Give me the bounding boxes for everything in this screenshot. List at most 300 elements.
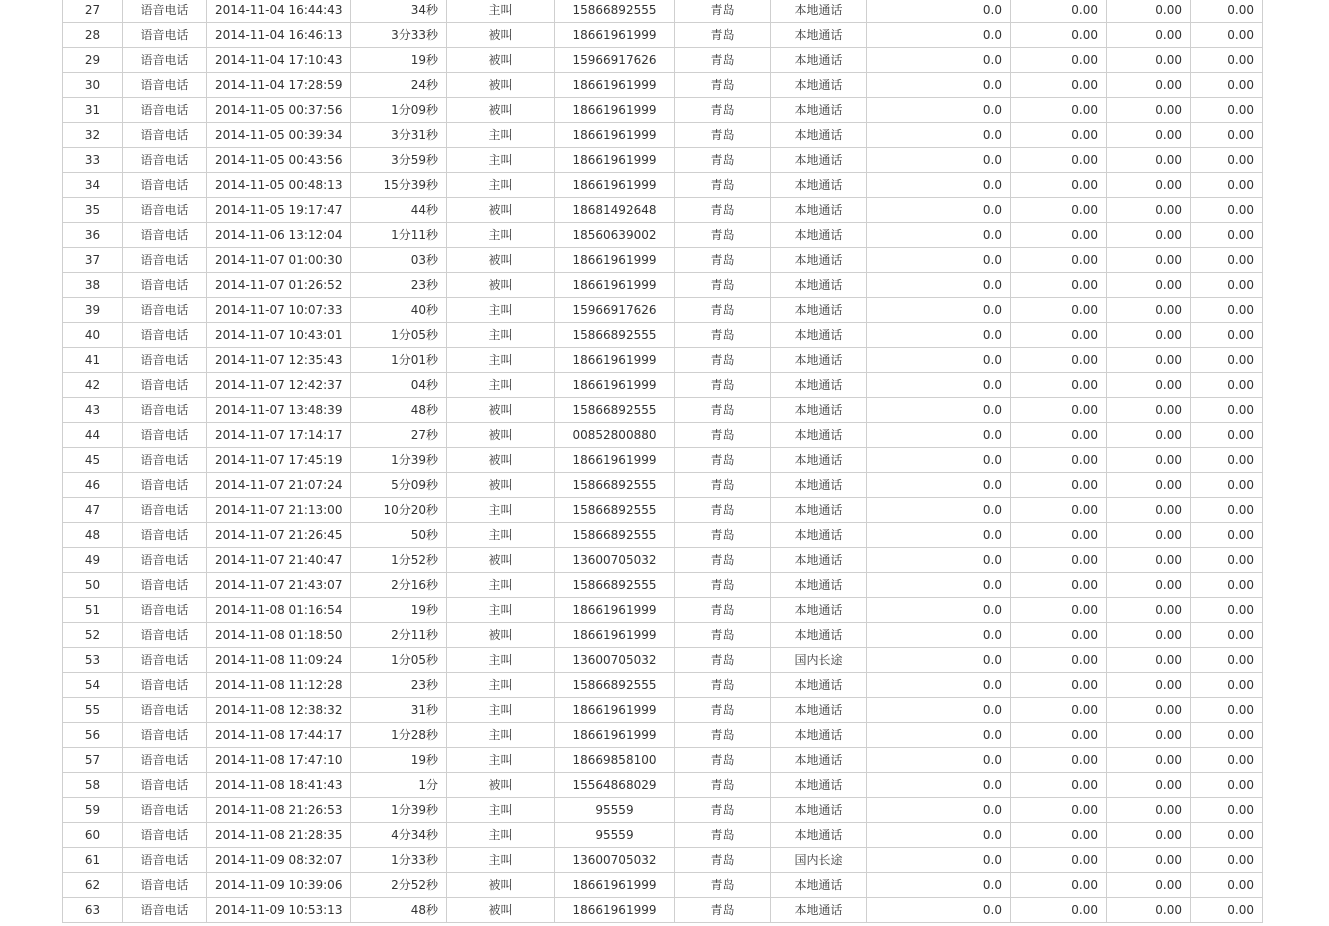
- cell-duration: 48秒: [351, 898, 447, 923]
- cell-fee-3: 0.00: [1107, 148, 1191, 173]
- cell-fee-2: 0.00: [1011, 73, 1107, 98]
- table-row: [63, 123, 1263, 148]
- cell-service-type: 语音电话: [123, 123, 207, 148]
- cell-call-type: 主叫: [447, 848, 555, 873]
- cell-index: 29: [63, 48, 123, 73]
- cell-start-time: 2014-11-08 21:26:53: [207, 798, 351, 823]
- cell-start-time: 2014-11-07 01:00:30: [207, 248, 351, 273]
- cell-index: 42: [63, 373, 123, 398]
- cell-duration: 23秒: [351, 273, 447, 298]
- cell-location: 青岛: [675, 273, 771, 298]
- cell-start-time: 2014-11-07 10:43:01: [207, 323, 351, 348]
- cell-duration: 19秒: [351, 48, 447, 73]
- cell-call-category: 本地通话: [771, 123, 867, 148]
- cell-duration: 1分: [351, 773, 447, 798]
- cell-call-type: 被叫: [447, 898, 555, 923]
- cell-fee-2: 0.00: [1011, 798, 1107, 823]
- cell-other-number: 18661961999: [555, 698, 675, 723]
- cell-fee-2: 0.00: [1011, 198, 1107, 223]
- cell-fee-3: 0.00: [1107, 123, 1191, 148]
- table-row: [63, 348, 1263, 373]
- cell-call-category: 本地通话: [771, 98, 867, 123]
- cell-other-number: 15866892555: [555, 473, 675, 498]
- cell-fee-2: 0.00: [1011, 98, 1107, 123]
- cell-index: 46: [63, 473, 123, 498]
- cell-fee-1: 0.0: [867, 898, 1011, 923]
- call-records-table-container: [62, 0, 1262, 923]
- cell-other-number: 18661961999: [555, 598, 675, 623]
- cell-call-type: 被叫: [447, 73, 555, 98]
- cell-service-type: 语音电话: [123, 623, 207, 648]
- cell-fee-4: 0.00: [1191, 723, 1263, 748]
- cell-start-time: 2014-11-07 21:43:07: [207, 573, 351, 598]
- cell-call-category: 本地通话: [771, 823, 867, 848]
- cell-fee-3: 0.00: [1107, 23, 1191, 48]
- cell-fee-4: 0.00: [1191, 523, 1263, 548]
- cell-call-category: 本地通话: [771, 23, 867, 48]
- cell-location: 青岛: [675, 723, 771, 748]
- cell-fee-1: 0.0: [867, 548, 1011, 573]
- cell-start-time: 2014-11-05 00:37:56: [207, 98, 351, 123]
- cell-index: 35: [63, 198, 123, 223]
- cell-location: 青岛: [675, 0, 771, 23]
- cell-call-type: 被叫: [447, 473, 555, 498]
- cell-start-time: 2014-11-07 21:26:45: [207, 523, 351, 548]
- cell-service-type: 语音电话: [123, 823, 207, 848]
- cell-fee-4: 0.00: [1191, 548, 1263, 573]
- cell-duration: 1分52秒: [351, 548, 447, 573]
- cell-fee-2: 0.00: [1011, 473, 1107, 498]
- cell-fee-4: 0.00: [1191, 823, 1263, 848]
- cell-fee-3: 0.00: [1107, 473, 1191, 498]
- cell-fee-3: 0.00: [1107, 98, 1191, 123]
- cell-other-number: 15866892555: [555, 0, 675, 23]
- cell-location: 青岛: [675, 773, 771, 798]
- cell-location: 青岛: [675, 798, 771, 823]
- cell-other-number: 18681492648: [555, 198, 675, 223]
- cell-fee-2: 0.00: [1011, 648, 1107, 673]
- cell-fee-2: 0.00: [1011, 373, 1107, 398]
- cell-fee-4: 0.00: [1191, 748, 1263, 773]
- cell-index: 48: [63, 523, 123, 548]
- cell-start-time: 2014-11-04 17:28:59: [207, 73, 351, 98]
- call-records-body: [63, 0, 1263, 923]
- cell-call-type: 被叫: [447, 273, 555, 298]
- cell-call-type: 主叫: [447, 223, 555, 248]
- cell-duration: 24秒: [351, 73, 447, 98]
- cell-location: 青岛: [675, 823, 771, 848]
- cell-service-type: 语音电话: [123, 398, 207, 423]
- cell-fee-4: 0.00: [1191, 23, 1263, 48]
- cell-fee-2: 0.00: [1011, 248, 1107, 273]
- cell-fee-2: 0.00: [1011, 548, 1107, 573]
- cell-call-type: 主叫: [447, 148, 555, 173]
- cell-call-type: 主叫: [447, 748, 555, 773]
- cell-fee-3: 0.00: [1107, 373, 1191, 398]
- table-row: [63, 0, 1263, 23]
- cell-call-category: 本地通话: [771, 573, 867, 598]
- cell-duration: 31秒: [351, 698, 447, 723]
- cell-other-number: 15866892555: [555, 523, 675, 548]
- cell-service-type: 语音电话: [123, 323, 207, 348]
- cell-call-type: 主叫: [447, 323, 555, 348]
- cell-fee-1: 0.0: [867, 198, 1011, 223]
- cell-fee-3: 0.00: [1107, 523, 1191, 548]
- cell-fee-2: 0.00: [1011, 848, 1107, 873]
- cell-location: 青岛: [675, 573, 771, 598]
- cell-index: 41: [63, 348, 123, 373]
- cell-service-type: 语音电话: [123, 48, 207, 73]
- cell-fee-3: 0.00: [1107, 623, 1191, 648]
- cell-duration: 1分11秒: [351, 223, 447, 248]
- cell-location: 青岛: [675, 48, 771, 73]
- cell-location: 青岛: [675, 23, 771, 48]
- cell-fee-2: 0.00: [1011, 698, 1107, 723]
- cell-service-type: 语音电话: [123, 0, 207, 23]
- cell-call-type: 主叫: [447, 298, 555, 323]
- cell-index: 47: [63, 498, 123, 523]
- cell-location: 青岛: [675, 623, 771, 648]
- cell-service-type: 语音电话: [123, 473, 207, 498]
- cell-fee-2: 0.00: [1011, 573, 1107, 598]
- cell-index: 61: [63, 848, 123, 873]
- cell-duration: 10分20秒: [351, 498, 447, 523]
- cell-fee-3: 0.00: [1107, 873, 1191, 898]
- cell-service-type: 语音电话: [123, 298, 207, 323]
- cell-fee-1: 0.0: [867, 273, 1011, 298]
- cell-fee-3: 0.00: [1107, 598, 1191, 623]
- cell-fee-1: 0.0: [867, 248, 1011, 273]
- cell-start-time: 2014-11-07 21:13:00: [207, 498, 351, 523]
- cell-service-type: 语音电话: [123, 423, 207, 448]
- cell-start-time: 2014-11-08 17:44:17: [207, 723, 351, 748]
- cell-location: 青岛: [675, 423, 771, 448]
- cell-location: 青岛: [675, 698, 771, 723]
- cell-other-number: 15866892555: [555, 673, 675, 698]
- cell-call-type: 主叫: [447, 123, 555, 148]
- table-row: [63, 623, 1263, 648]
- cell-location: 青岛: [675, 448, 771, 473]
- cell-other-number: 18661961999: [555, 98, 675, 123]
- cell-duration: 15分39秒: [351, 173, 447, 198]
- cell-service-type: 语音电话: [123, 673, 207, 698]
- cell-duration: 1分01秒: [351, 348, 447, 373]
- cell-fee-4: 0.00: [1191, 498, 1263, 523]
- cell-other-number: 18661961999: [555, 873, 675, 898]
- table-row: [63, 148, 1263, 173]
- cell-index: 53: [63, 648, 123, 673]
- cell-duration: 3分59秒: [351, 148, 447, 173]
- cell-service-type: 语音电话: [123, 698, 207, 723]
- cell-fee-1: 0.0: [867, 598, 1011, 623]
- cell-fee-1: 0.0: [867, 423, 1011, 448]
- cell-start-time: 2014-11-08 18:41:43: [207, 773, 351, 798]
- cell-call-category: 本地通话: [771, 498, 867, 523]
- cell-fee-2: 0.00: [1011, 748, 1107, 773]
- cell-fee-4: 0.00: [1191, 873, 1263, 898]
- cell-other-number: 15564868029: [555, 773, 675, 798]
- cell-fee-1: 0.0: [867, 873, 1011, 898]
- cell-fee-4: 0.00: [1191, 223, 1263, 248]
- cell-fee-2: 0.00: [1011, 223, 1107, 248]
- cell-service-type: 语音电话: [123, 548, 207, 573]
- cell-fee-2: 0.00: [1011, 448, 1107, 473]
- cell-index: 39: [63, 298, 123, 323]
- cell-location: 青岛: [675, 123, 771, 148]
- cell-fee-1: 0.0: [867, 348, 1011, 373]
- cell-fee-4: 0.00: [1191, 623, 1263, 648]
- cell-call-type: 主叫: [447, 673, 555, 698]
- cell-call-type: 被叫: [447, 448, 555, 473]
- cell-fee-3: 0.00: [1107, 248, 1191, 273]
- cell-start-time: 2014-11-08 21:28:35: [207, 823, 351, 848]
- cell-location: 青岛: [675, 298, 771, 323]
- cell-other-number: 18661961999: [555, 373, 675, 398]
- cell-duration: 34秒: [351, 0, 447, 23]
- cell-fee-3: 0.00: [1107, 448, 1191, 473]
- cell-fee-2: 0.00: [1011, 873, 1107, 898]
- cell-index: 34: [63, 173, 123, 198]
- cell-call-category: 本地通话: [771, 298, 867, 323]
- cell-call-category: 本地通话: [771, 373, 867, 398]
- table-row: [63, 273, 1263, 298]
- cell-call-type: 被叫: [447, 773, 555, 798]
- cell-other-number: 95559: [555, 798, 675, 823]
- cell-start-time: 2014-11-05 19:17:47: [207, 198, 351, 223]
- cell-call-category: 本地通话: [771, 698, 867, 723]
- cell-location: 青岛: [675, 498, 771, 523]
- cell-fee-3: 0.00: [1107, 648, 1191, 673]
- cell-fee-4: 0.00: [1191, 198, 1263, 223]
- cell-fee-1: 0.0: [867, 223, 1011, 248]
- cell-fee-3: 0.00: [1107, 848, 1191, 873]
- table-row: [63, 773, 1263, 798]
- cell-call-category: 本地通话: [771, 273, 867, 298]
- cell-location: 青岛: [675, 548, 771, 573]
- cell-fee-2: 0.00: [1011, 23, 1107, 48]
- cell-call-type: 被叫: [447, 623, 555, 648]
- cell-call-type: 被叫: [447, 873, 555, 898]
- cell-duration: 50秒: [351, 523, 447, 548]
- cell-fee-2: 0.00: [1011, 48, 1107, 73]
- cell-location: 青岛: [675, 873, 771, 898]
- cell-call-type: 主叫: [447, 823, 555, 848]
- cell-fee-1: 0.0: [867, 473, 1011, 498]
- cell-duration: 40秒: [351, 298, 447, 323]
- cell-index: 52: [63, 623, 123, 648]
- cell-fee-1: 0.0: [867, 0, 1011, 23]
- cell-service-type: 语音电话: [123, 373, 207, 398]
- cell-fee-1: 0.0: [867, 98, 1011, 123]
- cell-start-time: 2014-11-07 17:14:17: [207, 423, 351, 448]
- table-row: [63, 748, 1263, 773]
- cell-fee-4: 0.00: [1191, 773, 1263, 798]
- cell-fee-2: 0.00: [1011, 498, 1107, 523]
- cell-index: 44: [63, 423, 123, 448]
- cell-fee-3: 0.00: [1107, 223, 1191, 248]
- cell-other-number: 18560639002: [555, 223, 675, 248]
- table-row: [63, 573, 1263, 598]
- table-row: [63, 473, 1263, 498]
- cell-fee-1: 0.0: [867, 648, 1011, 673]
- table-row: [63, 298, 1263, 323]
- cell-other-number: 18661961999: [555, 23, 675, 48]
- cell-index: 54: [63, 673, 123, 698]
- cell-fee-3: 0.00: [1107, 398, 1191, 423]
- cell-fee-4: 0.00: [1191, 898, 1263, 923]
- cell-duration: 2分16秒: [351, 573, 447, 598]
- cell-start-time: 2014-11-07 13:48:39: [207, 398, 351, 423]
- cell-location: 青岛: [675, 173, 771, 198]
- cell-fee-3: 0.00: [1107, 198, 1191, 223]
- table-row: [63, 823, 1263, 848]
- cell-call-type: 主叫: [447, 498, 555, 523]
- cell-duration: 44秒: [351, 198, 447, 223]
- cell-fee-1: 0.0: [867, 698, 1011, 723]
- cell-call-category: 本地通话: [771, 48, 867, 73]
- cell-service-type: 语音电话: [123, 498, 207, 523]
- cell-call-category: 本地通话: [771, 548, 867, 573]
- cell-fee-4: 0.00: [1191, 123, 1263, 148]
- cell-start-time: 2014-11-07 12:35:43: [207, 348, 351, 373]
- cell-location: 青岛: [675, 673, 771, 698]
- table-row: [63, 223, 1263, 248]
- table-row: [63, 73, 1263, 98]
- cell-call-category: 本地通话: [771, 73, 867, 98]
- cell-other-number: 18661961999: [555, 148, 675, 173]
- cell-location: 青岛: [675, 248, 771, 273]
- cell-location: 青岛: [675, 73, 771, 98]
- cell-duration: 2分52秒: [351, 873, 447, 898]
- cell-start-time: 2014-11-09 08:32:07: [207, 848, 351, 873]
- cell-fee-2: 0.00: [1011, 273, 1107, 298]
- cell-service-type: 语音电话: [123, 273, 207, 298]
- cell-fee-4: 0.00: [1191, 348, 1263, 373]
- cell-location: 青岛: [675, 523, 771, 548]
- cell-call-type: 被叫: [447, 548, 555, 573]
- cell-fee-3: 0.00: [1107, 173, 1191, 198]
- cell-fee-3: 0.00: [1107, 73, 1191, 98]
- cell-start-time: 2014-11-08 01:18:50: [207, 623, 351, 648]
- table-row: [63, 648, 1263, 673]
- cell-index: 28: [63, 23, 123, 48]
- cell-other-number: 18661961999: [555, 173, 675, 198]
- cell-fee-1: 0.0: [867, 123, 1011, 148]
- cell-service-type: 语音电话: [123, 73, 207, 98]
- cell-fee-4: 0.00: [1191, 0, 1263, 23]
- cell-index: 62: [63, 873, 123, 898]
- cell-start-time: 2014-11-07 17:45:19: [207, 448, 351, 473]
- cell-fee-3: 0.00: [1107, 723, 1191, 748]
- cell-start-time: 2014-11-08 01:16:54: [207, 598, 351, 623]
- cell-fee-1: 0.0: [867, 148, 1011, 173]
- cell-fee-2: 0.00: [1011, 523, 1107, 548]
- cell-fee-3: 0.00: [1107, 0, 1191, 23]
- cell-duration: 23秒: [351, 673, 447, 698]
- cell-fee-1: 0.0: [867, 373, 1011, 398]
- table-row: [63, 523, 1263, 548]
- cell-index: 36: [63, 223, 123, 248]
- cell-fee-4: 0.00: [1191, 273, 1263, 298]
- cell-service-type: 语音电话: [123, 173, 207, 198]
- cell-other-number: 15966917626: [555, 48, 675, 73]
- table-row: [63, 23, 1263, 48]
- cell-call-category: 本地通话: [771, 598, 867, 623]
- cell-start-time: 2014-11-05 00:43:56: [207, 148, 351, 173]
- cell-service-type: 语音电话: [123, 898, 207, 923]
- cell-call-type: 主叫: [447, 373, 555, 398]
- cell-other-number: 18661961999: [555, 623, 675, 648]
- table-row: [63, 873, 1263, 898]
- cell-fee-2: 0.00: [1011, 898, 1107, 923]
- cell-other-number: 15866892555: [555, 398, 675, 423]
- table-row: [63, 248, 1263, 273]
- cell-start-time: 2014-11-08 11:12:28: [207, 673, 351, 698]
- table-row: [63, 598, 1263, 623]
- cell-call-category: 本地通话: [771, 473, 867, 498]
- cell-fee-4: 0.00: [1191, 298, 1263, 323]
- cell-duration: 1分39秒: [351, 798, 447, 823]
- cell-other-number: 18661961999: [555, 448, 675, 473]
- cell-index: 63: [63, 898, 123, 923]
- cell-start-time: 2014-11-08 17:47:10: [207, 748, 351, 773]
- cell-fee-2: 0.00: [1011, 623, 1107, 648]
- cell-call-type: 主叫: [447, 173, 555, 198]
- cell-location: 青岛: [675, 398, 771, 423]
- cell-fee-2: 0.00: [1011, 598, 1107, 623]
- cell-fee-1: 0.0: [867, 848, 1011, 873]
- cell-call-type: 主叫: [447, 348, 555, 373]
- cell-fee-4: 0.00: [1191, 73, 1263, 98]
- cell-start-time: 2014-11-09 10:53:13: [207, 898, 351, 923]
- cell-start-time: 2014-11-05 00:39:34: [207, 123, 351, 148]
- cell-service-type: 语音电话: [123, 573, 207, 598]
- cell-location: 青岛: [675, 373, 771, 398]
- cell-duration: 03秒: [351, 248, 447, 273]
- cell-fee-2: 0.00: [1011, 298, 1107, 323]
- cell-fee-4: 0.00: [1191, 573, 1263, 598]
- cell-start-time: 2014-11-08 12:38:32: [207, 698, 351, 723]
- cell-fee-3: 0.00: [1107, 548, 1191, 573]
- cell-call-category: 本地通话: [771, 873, 867, 898]
- cell-location: 青岛: [675, 473, 771, 498]
- cell-other-number: 18661961999: [555, 898, 675, 923]
- cell-fee-2: 0.00: [1011, 723, 1107, 748]
- cell-service-type: 语音电话: [123, 198, 207, 223]
- cell-fee-1: 0.0: [867, 23, 1011, 48]
- cell-call-category: 本地通话: [771, 348, 867, 373]
- cell-call-category: 本地通话: [771, 173, 867, 198]
- cell-fee-4: 0.00: [1191, 798, 1263, 823]
- cell-fee-4: 0.00: [1191, 398, 1263, 423]
- cell-call-category: 国内长途: [771, 848, 867, 873]
- cell-call-category: 本地通话: [771, 798, 867, 823]
- cell-fee-1: 0.0: [867, 448, 1011, 473]
- cell-index: 33: [63, 148, 123, 173]
- cell-call-category: 本地通话: [771, 623, 867, 648]
- cell-call-type: 主叫: [447, 798, 555, 823]
- cell-other-number: 15866892555: [555, 573, 675, 598]
- cell-index: 31: [63, 98, 123, 123]
- table-row: [63, 323, 1263, 348]
- cell-index: 30: [63, 73, 123, 98]
- cell-service-type: 语音电话: [123, 523, 207, 548]
- cell-fee-3: 0.00: [1107, 498, 1191, 523]
- cell-fee-4: 0.00: [1191, 698, 1263, 723]
- cell-fee-1: 0.0: [867, 623, 1011, 648]
- table-row: [63, 498, 1263, 523]
- cell-fee-2: 0.00: [1011, 423, 1107, 448]
